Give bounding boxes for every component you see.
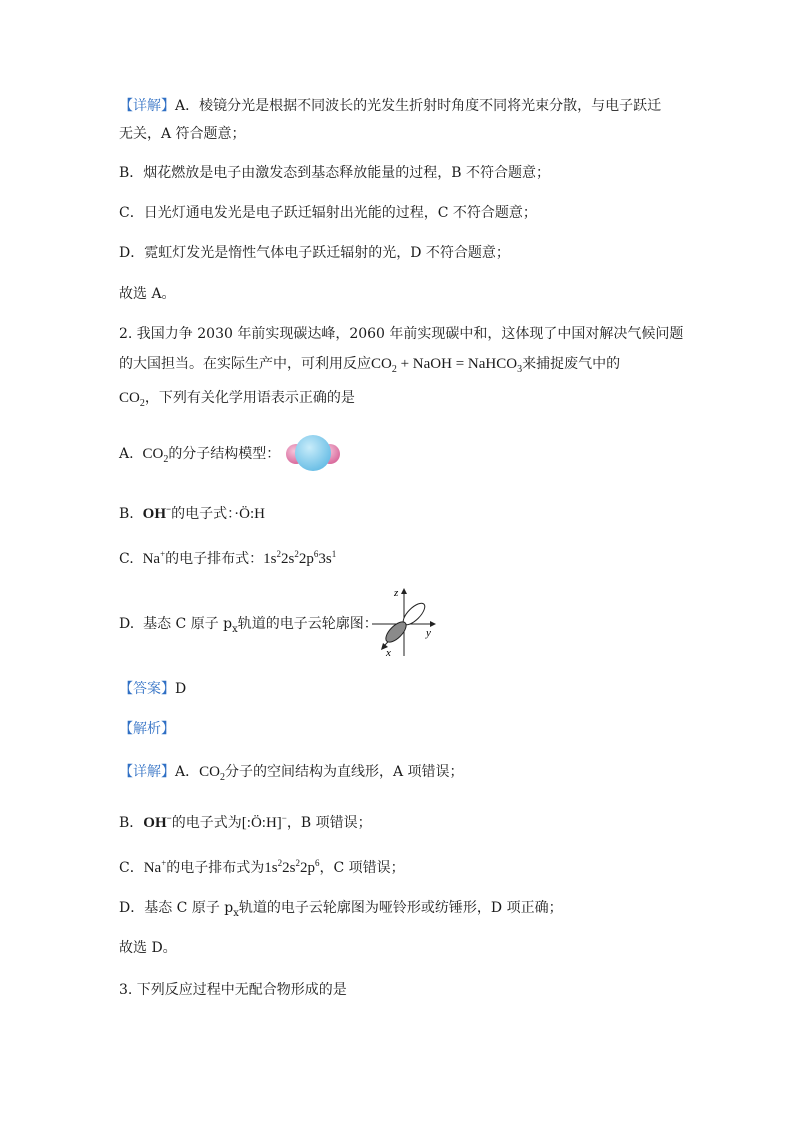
z-axis-arrow xyxy=(401,588,407,594)
q2-option-a xyxy=(119,444,280,470)
q1-explain-a-line1 xyxy=(119,96,661,116)
carbon-atom xyxy=(295,435,331,471)
option-d-label: D. xyxy=(119,616,135,632)
q1-explain-b: B．烟花燃放是电子由激发态到基态释放能量的过程，B 不符合题意； xyxy=(119,165,551,181)
option-c-config: $1s^22s^22p^63s^1$ xyxy=(263,549,337,567)
q2-option-d xyxy=(119,614,378,640)
q2-stem-line2-pre: 的大国担当。在实际生产中，可利用反应 xyxy=(119,356,371,372)
axis-label-x: x xyxy=(386,647,391,659)
q3-stem: 3. 下列反应过程中无配合物形成的是 xyxy=(119,982,347,998)
explain-c-ion: Na+ xyxy=(143,858,167,876)
analysis-tag: 【解析】 xyxy=(119,721,175,737)
q2-answer xyxy=(119,679,186,699)
answer-tag: 【答案】 xyxy=(119,681,175,697)
option-a-label: A. xyxy=(119,446,134,462)
q2-option-b xyxy=(119,499,265,524)
q2-stem-line1: 2. 我国力争 2030 年前实现碳达峰，2060 年前实现碳中和，这体现了中国对解决气候问题 xyxy=(119,326,684,342)
explain-b-formula: [:Ö:H]− xyxy=(241,813,287,831)
q2-explain-d: D．基态 C 原子 $p_x$轨道的电子云轮廓图为哑铃形或纺锤形，D 项正确； xyxy=(119,900,563,919)
q1-explain-c: C．日光灯通电发光是电子跃迁辐射出光能的过程，C 不符合题意； xyxy=(119,205,537,221)
explain-c-config: $1s^22s^22p^6$ xyxy=(264,858,320,876)
axis-label-y: y xyxy=(426,627,431,639)
explain-b-ion: OH− xyxy=(143,813,172,831)
q2-explain-a: 【详解】A．$CO_2$分子的空间结构为直线形，A 项错误； xyxy=(119,764,464,783)
option-b-ion: OH− xyxy=(142,504,172,522)
answer-value: D xyxy=(175,681,187,697)
q2-stem-line3-post: ，下列有关化学用语表示正确的是 xyxy=(144,390,355,406)
explain-tag-2: 【详解】 xyxy=(119,764,175,780)
q2-explain-b: B．OH−的电子式为[:Ö:H]−，B 项错误； xyxy=(119,813,372,831)
q1-explain-d: D．霓虹灯发光是惰性气体电子跃迁辐射的光，D 不符合题意； xyxy=(119,245,510,261)
option-b-label: B. xyxy=(119,506,134,522)
axis-label-z: z xyxy=(394,587,399,599)
q1-conclusion: 故选 A。 xyxy=(119,286,176,302)
orbital-lobe-lower xyxy=(383,619,410,646)
option-c-text: 的电子排布式： xyxy=(165,551,264,567)
y-axis-arrow xyxy=(430,621,436,627)
option-c-ion: Na+ xyxy=(142,549,166,567)
co2-formula: $CO_2$ xyxy=(119,390,145,409)
option-b-formula: ·Ö:H xyxy=(234,506,265,522)
option-c-label: C. xyxy=(119,551,134,567)
option-b-text: 的电子式： xyxy=(171,506,235,522)
q1-a-text: A．棱镜分光是根据不同波长的光发生折射时角度不同将光束分散，与电子跃迁 xyxy=(175,98,662,114)
q2-stem-line3 xyxy=(119,388,355,414)
option-a-formula: $CO_2$ xyxy=(142,446,169,465)
q2-option-c xyxy=(119,544,336,569)
explain-a-formula: $CO_2$ xyxy=(199,764,225,783)
option-a-text: 的分子结构模型： xyxy=(168,446,281,462)
px-orbital-diagram xyxy=(368,584,440,660)
option-d-text-pre: 基态 C 原子 p xyxy=(143,616,233,632)
co2-space-filling-model xyxy=(284,430,342,476)
explain-tag: 【详解】 xyxy=(119,98,175,114)
q1-explain-a-line2: 无关，A 符合题意； xyxy=(119,126,246,142)
q2-conclusion: 故选 D。 xyxy=(119,940,177,956)
q2-explain-c: C．Na+的电子排布式为$1s^22s^22p^6$，C 项错误； xyxy=(119,858,405,876)
reaction-equation: $CO_2$ + NaOH = NaHCO$_3$ xyxy=(371,356,523,375)
option-d-text-post: 轨道的电子云轮廓图： xyxy=(237,616,378,632)
q2-stem-line2-post: 来捕捉废气中的 xyxy=(522,356,621,372)
q2-stem-line2 xyxy=(119,354,620,380)
option-d-sub: x xyxy=(232,624,238,635)
